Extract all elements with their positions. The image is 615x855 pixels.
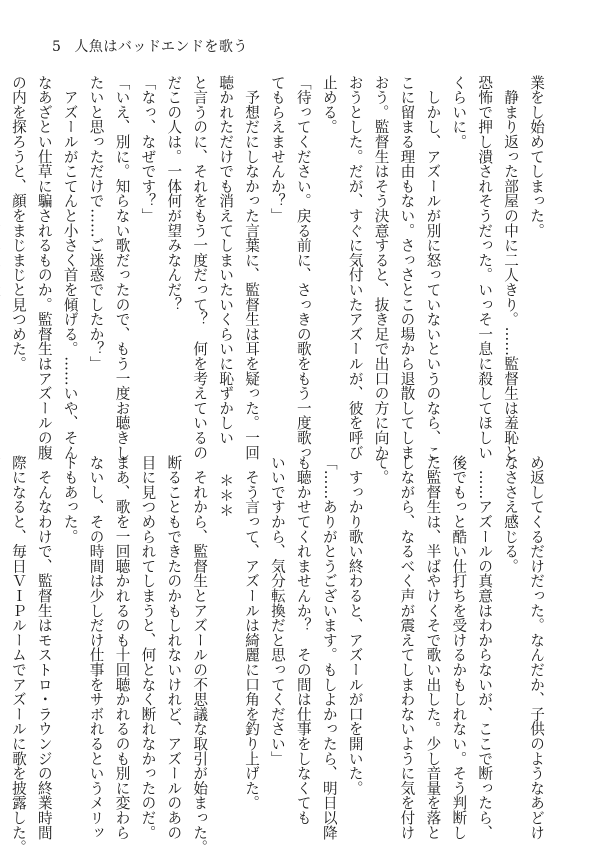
text-line: それから、監督生とアズールの不思議な取引が始まった。 bbox=[191, 455, 209, 855]
book-title: 人魚はバッドエンドを歌う bbox=[74, 39, 248, 55]
text-line: てもらえませんか？」 bbox=[268, 75, 286, 223]
running-header bbox=[52, 36, 248, 56]
text-line: 「なっ、なぜです？」 bbox=[139, 75, 157, 223]
text-line: トもあった。 bbox=[61, 455, 79, 544]
text-line: も聴かせてくれませんか？ その間は仕事をしなくても bbox=[294, 455, 312, 825]
text-line: だこの人は。一体何が望みなんだ？ bbox=[165, 75, 183, 312]
text-line: なあざとい仕草に騙されるものか。監督生はアズールの腹 bbox=[35, 75, 53, 460]
text-line: 後でもっと酷い仕打ちを受けるかもしれない。そう判断し bbox=[450, 455, 468, 840]
text-line: と言うのに、それをもう一度だって？ 何を考えているの bbox=[191, 75, 209, 460]
text-line: の内を探ろうと、顔をまじまじと見つめた。 bbox=[9, 75, 27, 371]
text-line: くらいに。 bbox=[450, 75, 468, 149]
text-line: まあ、歌を一回聴かれるのも十回聴かれるのも別に変わら bbox=[113, 455, 131, 840]
section-break: ＊＊＊ bbox=[217, 472, 235, 517]
text-line: 際になると、毎日ＶＩＰルームでアズールに歌を披露した。 bbox=[9, 455, 27, 855]
text-line: こに留まる理由もない。さっさとこの場から退散してしま bbox=[398, 75, 416, 460]
text-line: しかし、アズールが別に怒っていないというのなら、こ bbox=[424, 75, 442, 460]
page-number: 5 bbox=[52, 39, 62, 55]
text-line bbox=[0, 75, 5, 435]
text-line: て。 bbox=[372, 455, 390, 485]
text-line: 業をし始めてしまった。 bbox=[528, 75, 545, 238]
text-line: 「待ってください。戻る前に、さっきの歌をもう一度歌っ bbox=[294, 75, 312, 460]
text-line: 「……ありがとうございます。もしよかったら、明日以降 bbox=[320, 455, 338, 840]
text-line: 「いえ、別に。知らない歌だったので、もう一度お聴きし bbox=[113, 75, 131, 460]
text-line: ないし、その時間は少しだけ仕事をサボれるというメリッ bbox=[87, 455, 105, 840]
text-line: おうとした。だが、すぐに気付いたアズールが、彼を呼び bbox=[346, 75, 364, 460]
text-line: た監督生は、半ばやけくそで歌い出した。少し音量を落と bbox=[424, 455, 442, 840]
text-line: 目に見つめられてしまうと、何となく断れなかったのだ。 bbox=[139, 455, 157, 840]
upper-text-block bbox=[0, 75, 549, 460]
text-line: おう。監督生はそう決意すると、抜き足で出口の方に向か bbox=[372, 75, 390, 460]
text-line: 聴かれただけでも消えてしまいたいくらいに恥ずかしい bbox=[217, 75, 235, 445]
text-line: め返してくるだけだった。なんだか、子供のようなあどけ bbox=[528, 455, 545, 840]
text-line: 恐怖で押し潰されそうだった。いっそ一息に殺してほしい bbox=[476, 75, 494, 460]
text-line: 予想だにしなかった言葉に、監督生は耳を疑った。一回 bbox=[243, 75, 261, 460]
lower-text-block bbox=[5, 455, 549, 855]
text-line: 止める。 bbox=[320, 75, 338, 135]
text-line: すっかり歌い終わると、アズールが口を開いた。 bbox=[346, 455, 364, 796]
text-line: そんなわけで、監督生はモストロ・ラウンジの終業時間 bbox=[35, 455, 53, 840]
text-line: そう言って、アズールは綺麗に口角を釣り上げた。 bbox=[243, 455, 261, 811]
text-line: いいですから、気分転換だと思ってください」 bbox=[268, 455, 286, 766]
text-line: 静まり返った部屋の中に二人きり。……監督生は羞恥と bbox=[502, 75, 520, 460]
text-line: しながら、なるべく声が震えてしまわないように気を付け bbox=[398, 455, 416, 840]
text-line: ……アズールの真意はわからないが、ここで断ったら、 bbox=[476, 455, 494, 840]
text-line: アズールがこてんと小さく首を傾げる。……いや、そん bbox=[61, 75, 79, 460]
text-line: 断ることもできたのかもしれないけれど、アズールのあの bbox=[165, 455, 183, 840]
text-line: たいと思っただけで……ご迷惑でしたか？」 bbox=[87, 75, 105, 371]
text-line: なささえ感じる。 bbox=[502, 455, 520, 574]
